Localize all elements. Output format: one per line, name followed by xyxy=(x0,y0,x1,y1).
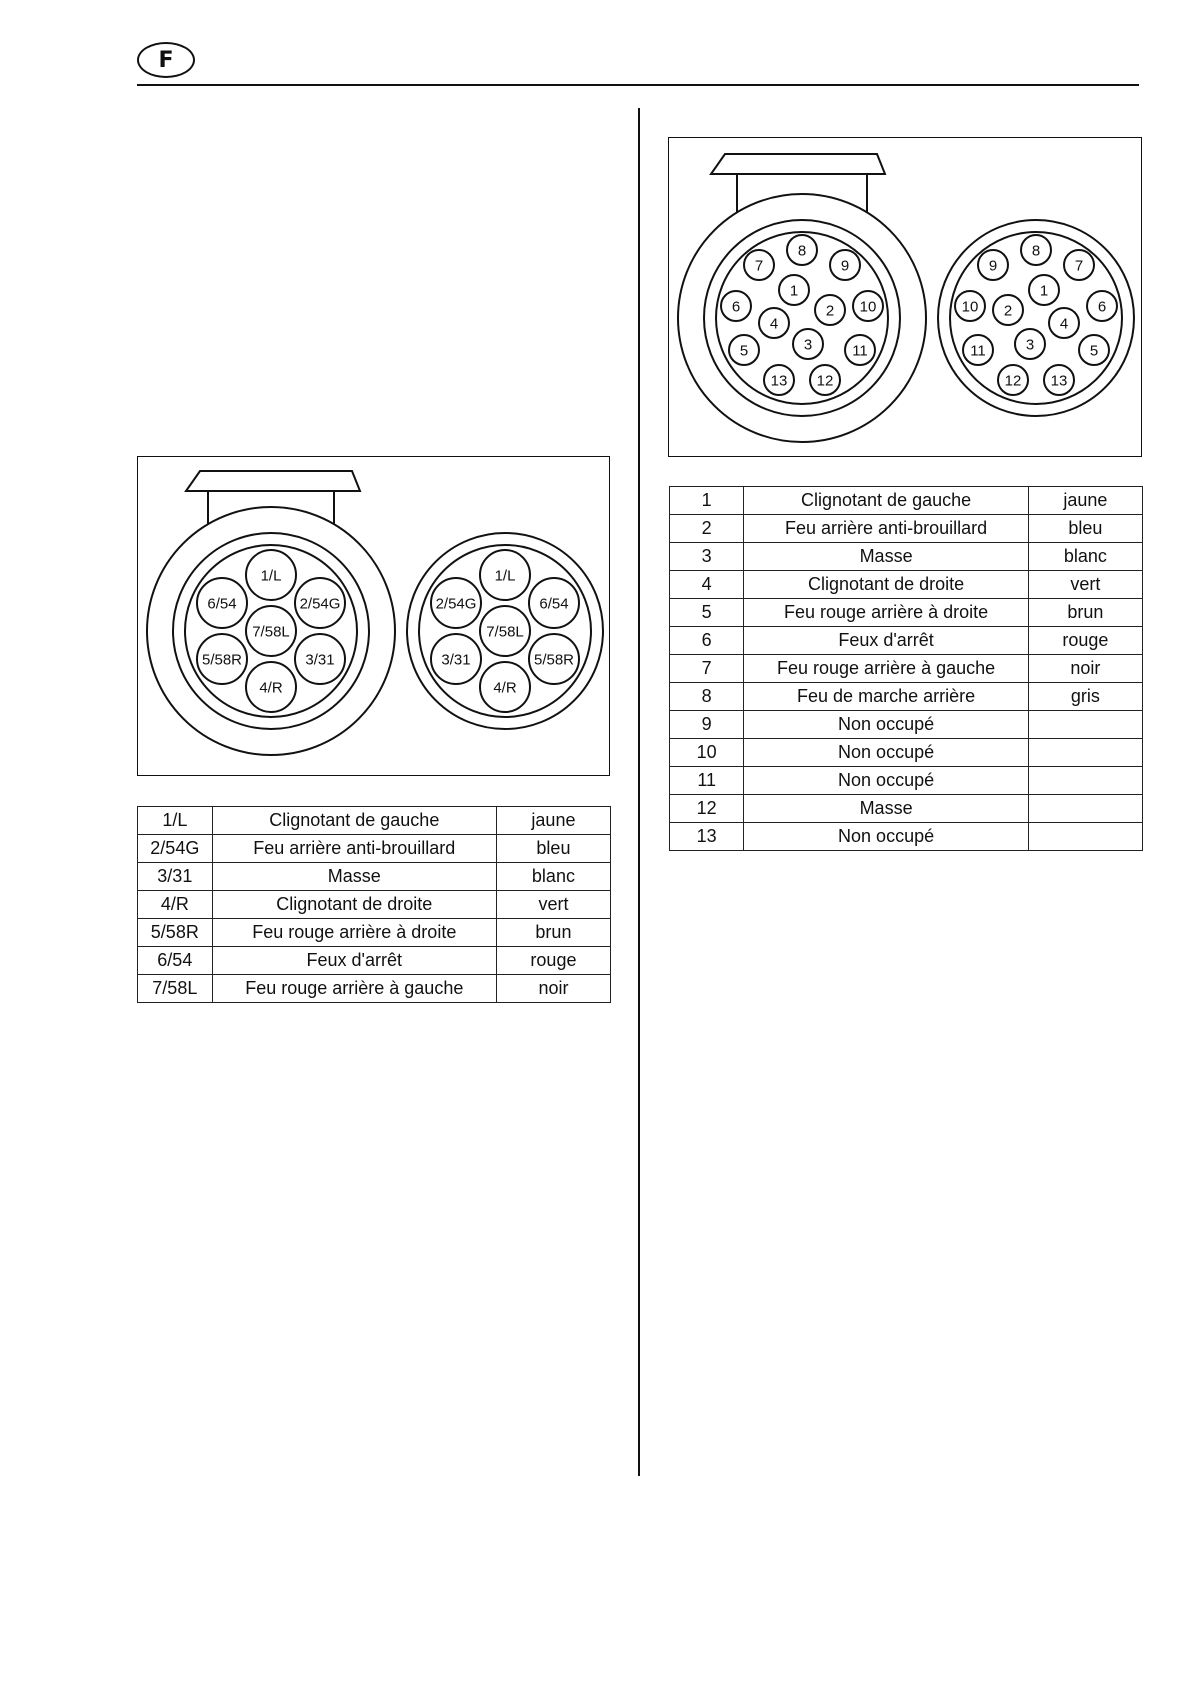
plug-7-pins xyxy=(431,550,579,712)
pin-label: 6 xyxy=(1097,298,1107,316)
pin-cell: 7/58L xyxy=(138,975,213,1003)
pin-label: 1 xyxy=(789,282,799,300)
pin-label: 2/54G xyxy=(435,595,477,613)
pin-cell: 13 xyxy=(670,823,744,851)
pin-cell: 5 xyxy=(670,599,744,627)
pin-label: 1/L xyxy=(494,567,516,585)
pin-label: 6 xyxy=(731,298,741,316)
pin-label: 12 xyxy=(1004,372,1022,390)
pin-label: 10 xyxy=(859,298,877,316)
function-cell: Non occupé xyxy=(744,711,1028,739)
table-row xyxy=(670,543,1143,571)
function-cell: Feu arrière anti-brouillard xyxy=(212,835,496,863)
pin-label: 3 xyxy=(1025,336,1035,354)
pin-cell: 4 xyxy=(670,571,744,599)
function-cell: Non occupé xyxy=(744,767,1028,795)
pin-label: 10 xyxy=(961,298,979,316)
pin-cell: 12 xyxy=(670,795,744,823)
socket-cover-icon xyxy=(186,471,360,491)
function-cell: Feu arrière anti-brouillard xyxy=(744,515,1028,543)
pin-cell: 5/58R xyxy=(138,919,213,947)
pin-label: 12 xyxy=(816,372,834,390)
color-cell: vert xyxy=(1028,571,1142,599)
function-cell: Feux d'arrêt xyxy=(744,627,1028,655)
function-cell: Masse xyxy=(212,863,496,891)
pin-label: 5/58R xyxy=(533,651,575,669)
pin-label: 2 xyxy=(825,302,835,320)
pin-label: 7/58L xyxy=(252,623,290,641)
pin-label: 11 xyxy=(970,342,986,360)
pin-label: 8 xyxy=(797,242,807,260)
pin-cell: 1 xyxy=(670,487,744,515)
function-cell: Non occupé xyxy=(744,739,1028,767)
pin-label: 7 xyxy=(1074,257,1084,275)
pin-cell: 3 xyxy=(670,543,744,571)
table-row xyxy=(670,823,1143,851)
color-cell xyxy=(1028,711,1142,739)
pin-cell: 9 xyxy=(670,711,744,739)
color-cell: blanc xyxy=(1028,543,1142,571)
pin-label: 5 xyxy=(1089,342,1099,360)
pin-label: 3/31 xyxy=(441,651,471,669)
color-cell: jaune xyxy=(496,807,610,835)
table-row xyxy=(138,975,611,1003)
pin-label: 5/58R xyxy=(201,651,243,669)
table-row xyxy=(138,919,611,947)
pin-label: 8 xyxy=(1031,242,1041,260)
color-cell: blanc xyxy=(496,863,610,891)
pin-label: 5 xyxy=(739,342,749,360)
function-cell: Feux d'arrêt xyxy=(212,947,496,975)
plug-7-pin-diagram xyxy=(137,456,610,776)
table-row xyxy=(670,571,1143,599)
pin-cell: 2 xyxy=(670,515,744,543)
function-cell: Masse xyxy=(744,543,1028,571)
pin-label: 6/54 xyxy=(539,595,569,613)
table-row xyxy=(138,863,611,891)
plug-7-pin-table xyxy=(137,806,611,1003)
table-row xyxy=(138,947,611,975)
color-cell: noir xyxy=(496,975,610,1003)
pin-label: 4/R xyxy=(493,679,517,697)
pin-label: 3 xyxy=(803,336,813,354)
function-cell: Clignotant de gauche xyxy=(744,487,1028,515)
table-row xyxy=(138,891,611,919)
pin-label: 6/54 xyxy=(207,595,237,613)
table-row xyxy=(670,739,1143,767)
pin-label: 2/54G xyxy=(299,595,341,613)
pin-cell: 7 xyxy=(670,655,744,683)
plug-7-pin-svg xyxy=(138,457,611,777)
table-row xyxy=(670,683,1143,711)
plug-13-pin-svg xyxy=(669,138,1143,458)
pin-label: 4/R xyxy=(259,679,283,697)
pin-label: 11 xyxy=(852,342,868,360)
color-cell: brun xyxy=(496,919,610,947)
table-row xyxy=(138,807,611,835)
pin-label: 4 xyxy=(769,315,779,333)
color-cell xyxy=(1028,739,1142,767)
color-cell xyxy=(1028,823,1142,851)
pin-cell: 6/54 xyxy=(138,947,213,975)
pin-label: 9 xyxy=(840,257,850,275)
pin-cell: 2/54G xyxy=(138,835,213,863)
pin-label: 7/58L xyxy=(486,623,524,641)
table-row xyxy=(670,711,1143,739)
table-row xyxy=(670,767,1143,795)
table-row xyxy=(670,487,1143,515)
pin-cell: 10 xyxy=(670,739,744,767)
color-cell: vert xyxy=(496,891,610,919)
pin-label: 4 xyxy=(1059,315,1069,333)
pin-label: 13 xyxy=(1050,372,1068,390)
pin-label: 9 xyxy=(988,257,998,275)
table-row xyxy=(670,795,1143,823)
function-cell: Masse xyxy=(744,795,1028,823)
table-row xyxy=(670,599,1143,627)
pin-label: 7 xyxy=(754,257,764,275)
function-cell: Feu rouge arrière à droite xyxy=(744,599,1028,627)
function-cell: Clignotant de gauche xyxy=(212,807,496,835)
color-cell xyxy=(1028,767,1142,795)
pin-cell: 3/31 xyxy=(138,863,213,891)
column-divider xyxy=(638,108,640,1476)
color-cell: rouge xyxy=(1028,627,1142,655)
pin-cell: 4/R xyxy=(138,891,213,919)
color-cell: jaune xyxy=(1028,487,1142,515)
function-cell: Clignotant de droite xyxy=(744,571,1028,599)
pin-label: 1/L xyxy=(260,567,282,585)
function-cell: Feu rouge arrière à gauche xyxy=(212,975,496,1003)
pin-cell: 11 xyxy=(670,767,744,795)
color-cell: bleu xyxy=(1028,515,1142,543)
pin-label: 2 xyxy=(1003,302,1013,320)
pin-cell: 6 xyxy=(670,627,744,655)
pin-label: 13 xyxy=(770,372,788,390)
pin-label: 1 xyxy=(1039,282,1049,300)
color-cell: brun xyxy=(1028,599,1142,627)
table-row xyxy=(138,835,611,863)
pin-cell: 8 xyxy=(670,683,744,711)
color-cell: gris xyxy=(1028,683,1142,711)
header-rule xyxy=(137,84,1139,86)
pin-cell: 1/L xyxy=(138,807,213,835)
pin-label: 3/31 xyxy=(305,651,335,669)
socket-cover-icon xyxy=(711,154,885,174)
function-cell: Feu rouge arrière à droite xyxy=(212,919,496,947)
plug-13-pin-table xyxy=(669,486,1143,851)
color-cell: bleu xyxy=(496,835,610,863)
table-row xyxy=(670,627,1143,655)
function-cell: Feu rouge arrière à gauche xyxy=(744,655,1028,683)
color-cell: rouge xyxy=(496,947,610,975)
function-cell: Clignotant de droite xyxy=(212,891,496,919)
plug-13-pins xyxy=(955,235,1117,395)
language-badge: F xyxy=(137,42,195,78)
table-row xyxy=(670,655,1143,683)
table-row xyxy=(670,515,1143,543)
function-cell: Non occupé xyxy=(744,823,1028,851)
function-cell: Feu de marche arrière xyxy=(744,683,1028,711)
color-cell: noir xyxy=(1028,655,1142,683)
plug-13-pin-diagram xyxy=(668,137,1142,457)
color-cell xyxy=(1028,795,1142,823)
